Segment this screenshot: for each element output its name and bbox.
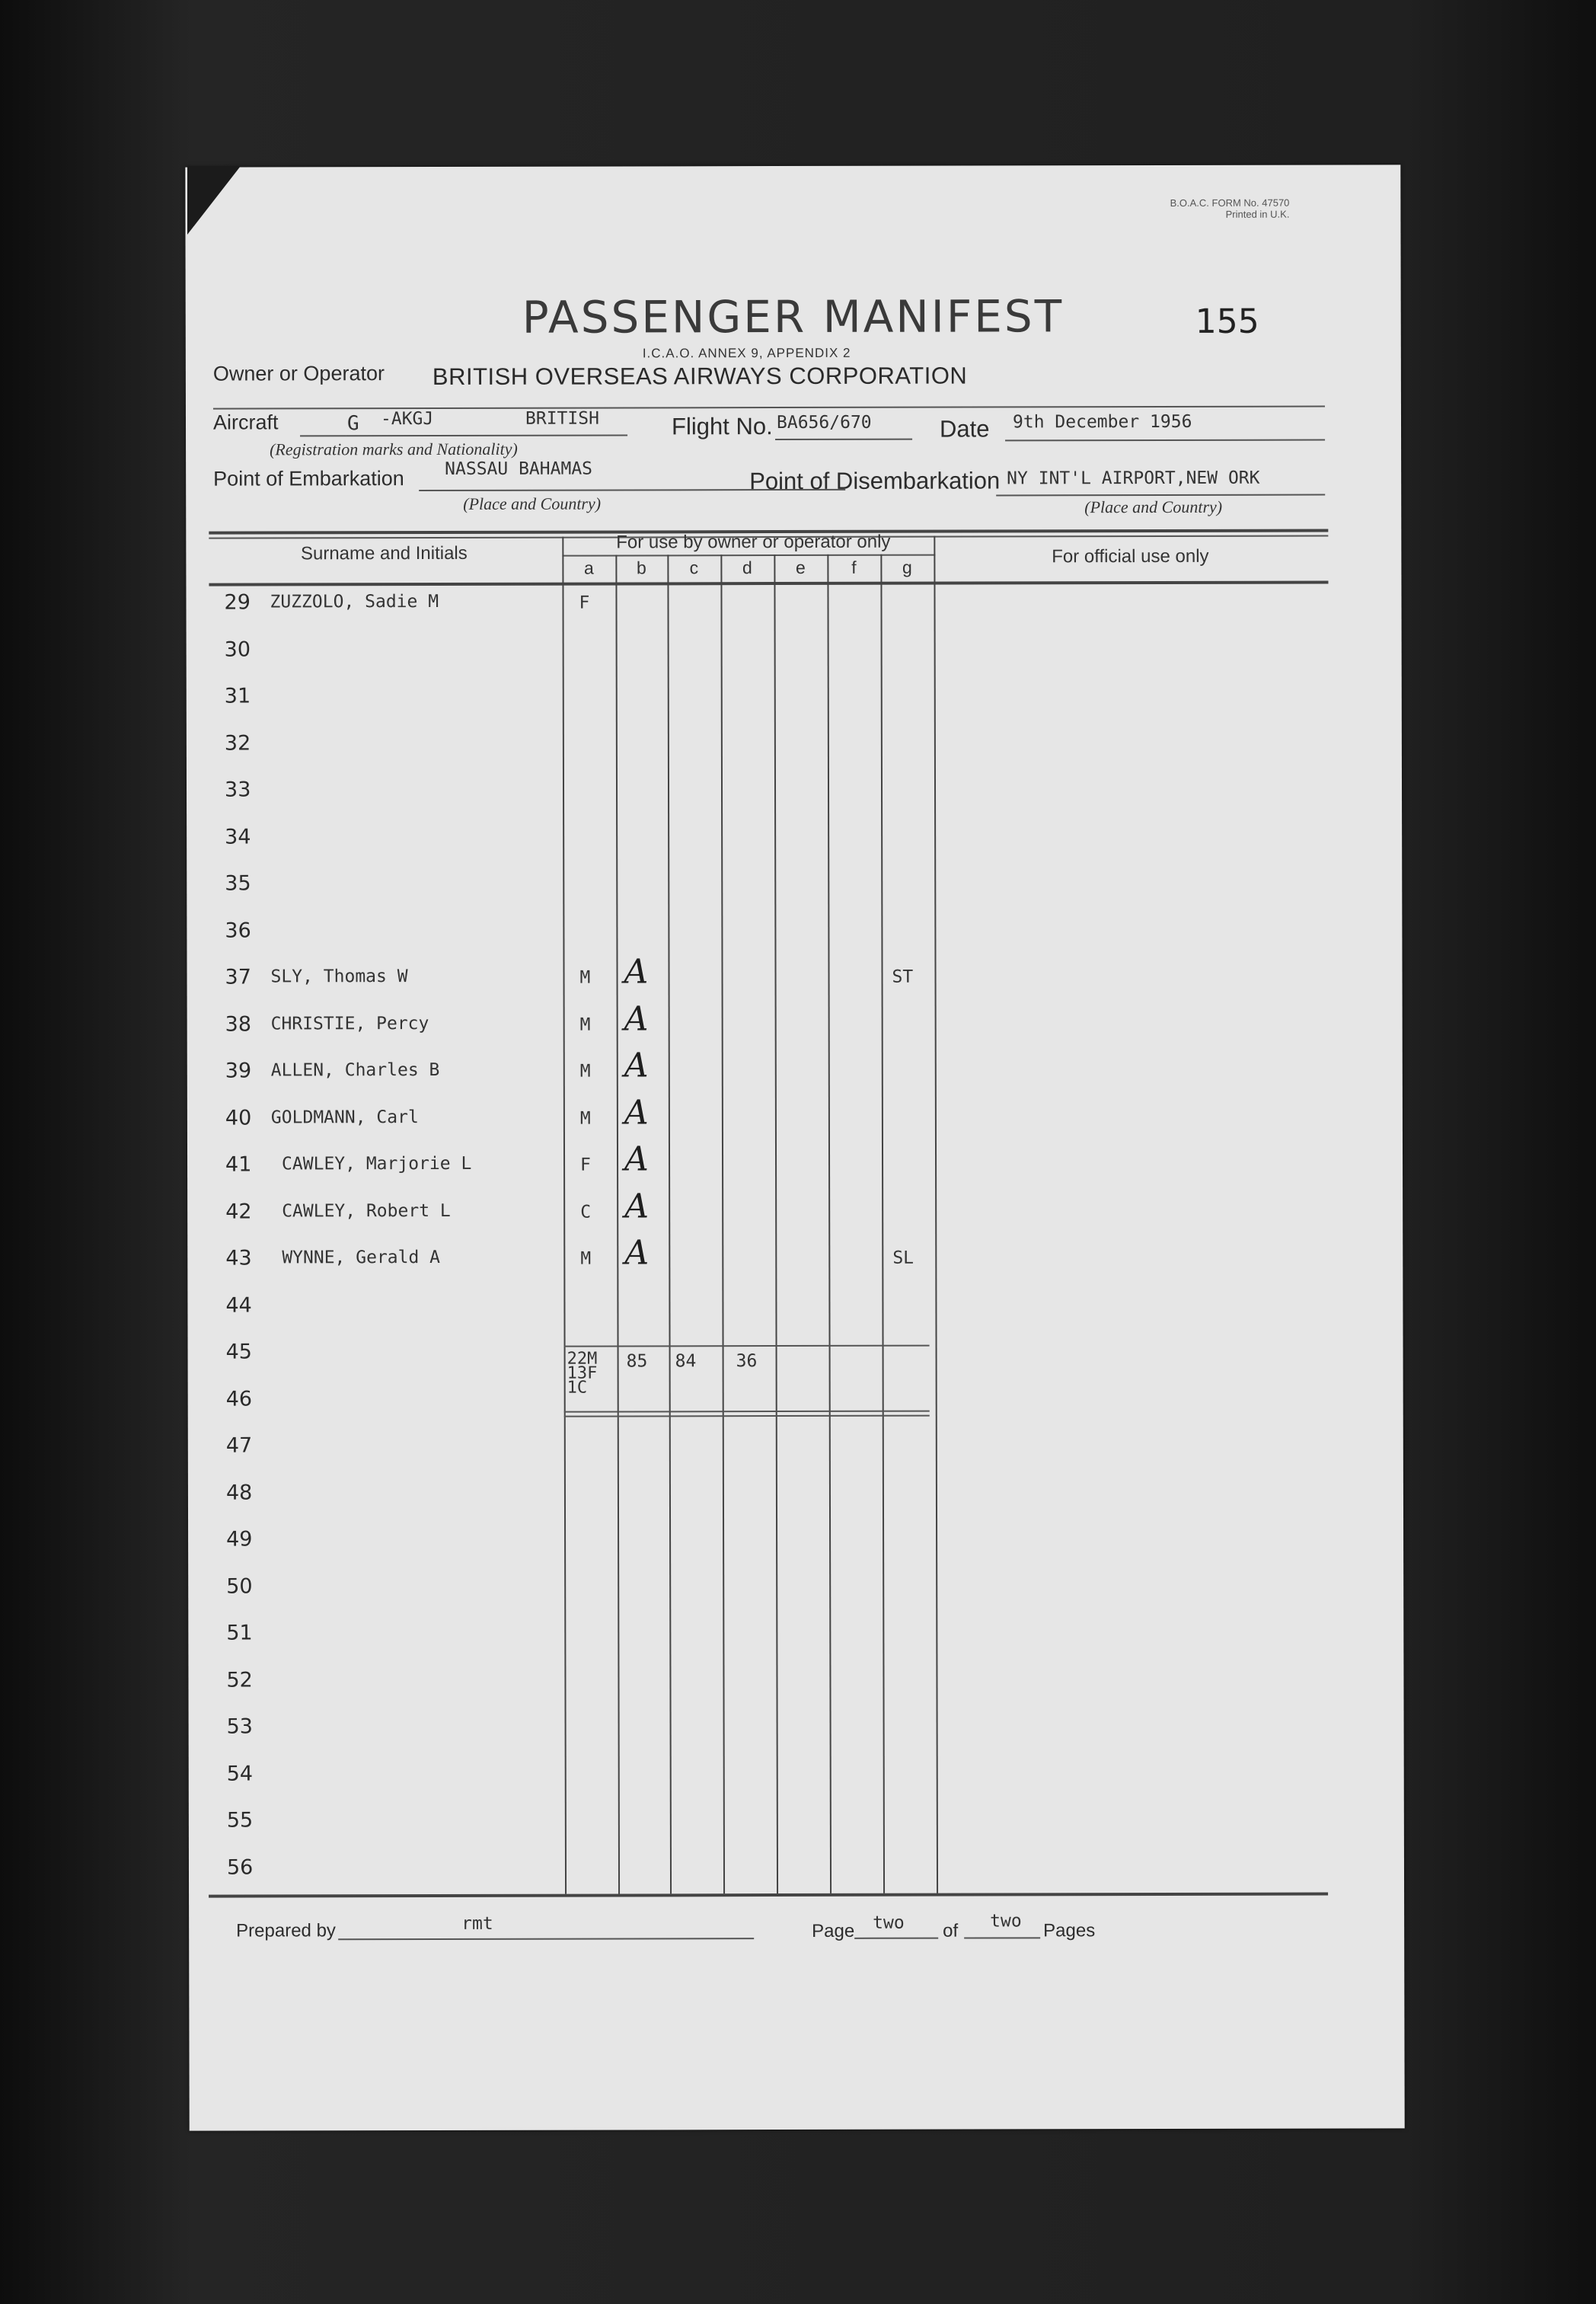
- column-letter-c: c: [689, 558, 699, 578]
- column-letter-g: g: [902, 557, 912, 577]
- embarkation-value: NASSAU BAHAMAS: [445, 459, 593, 479]
- row-number: 35: [225, 871, 251, 896]
- sex-code: M: [580, 1248, 592, 1269]
- column-divider: [934, 536, 938, 1893]
- prepared-by-value: rmt: [461, 1913, 493, 1934]
- row-number: 36: [225, 918, 251, 943]
- row-number: 51: [226, 1621, 253, 1645]
- aircraft-registration: -AKGJ: [380, 408, 434, 430]
- row-number: 37: [225, 965, 251, 989]
- aircraft-nationality: BRITISH: [525, 408, 599, 429]
- date-value: 9th December 1956: [1012, 411, 1192, 433]
- row-number: 46: [225, 1386, 253, 1411]
- sex-code: C: [580, 1202, 592, 1222]
- disembarkation-value: NY INT'L AIRPORT,NEW ORK: [1007, 468, 1260, 489]
- row-number: 38: [225, 1011, 252, 1037]
- sex-code: F: [580, 1155, 591, 1175]
- totals-col-d: 36: [736, 1351, 758, 1372]
- passenger-name: GOLDMANN, Carl: [270, 1107, 419, 1127]
- passenger-name: CHRISTIE, Percy: [270, 1013, 429, 1034]
- owner-value: BRITISH OVERSEAS AIRWAYS CORPORATION: [432, 362, 968, 390]
- row-number: 41: [225, 1152, 252, 1177]
- flight-label: Flight No.: [671, 413, 773, 440]
- totals-females: 13F: [567, 1363, 598, 1383]
- sex-code: M: [579, 1015, 591, 1035]
- row-number: 39: [225, 1059, 252, 1083]
- passenger-name: ALLEN, Charles B: [270, 1059, 440, 1081]
- pages-label: Pages: [1043, 1920, 1096, 1941]
- disembarkation-rule: [996, 494, 1325, 497]
- column-letter-b: b: [636, 558, 646, 578]
- column-official-header: For official use only: [1052, 545, 1209, 567]
- row-number: 56: [226, 1855, 254, 1880]
- column-divider: [720, 554, 725, 1893]
- column-letter-a: a: [583, 558, 594, 578]
- handwritten-mark-b: A: [624, 1139, 649, 1179]
- aircraft-label: Aircraft: [212, 411, 279, 434]
- column-letter-e: e: [795, 557, 806, 577]
- sex-code: M: [579, 967, 591, 988]
- column-surname-header: Surname and Initials: [300, 542, 468, 564]
- form-code: [1137, 197, 1289, 220]
- totals-bottom-rule-2: [564, 1415, 930, 1417]
- embarkation-note: (Place and Country): [463, 494, 602, 513]
- document-title: PASSENGER MANIFEST: [522, 290, 1065, 344]
- row-number: 55: [226, 1808, 254, 1833]
- totals-col-c: 84: [675, 1351, 697, 1372]
- handwritten-mark-b: A: [624, 1186, 649, 1225]
- row-number: 49: [226, 1527, 253, 1551]
- row-number: 53: [226, 1714, 253, 1739]
- row-number: 48: [225, 1480, 253, 1505]
- header-bottom-rule: [209, 581, 1328, 586]
- totals-bottom-rule: [564, 1411, 930, 1413]
- row-number: 40: [225, 1105, 252, 1130]
- owner-use-subrule: [562, 554, 935, 557]
- row-number: 52: [226, 1667, 253, 1692]
- row-number: 34: [225, 824, 251, 849]
- totals-children: 1C: [567, 1378, 588, 1398]
- passenger-name: ZUZZOLO, Sadie M: [270, 591, 439, 612]
- column-owner-use-header: For use by owner or operator only: [616, 531, 891, 553]
- page-value: two: [873, 1913, 905, 1933]
- torn-corner: [187, 166, 241, 235]
- column-divider: [615, 554, 620, 1893]
- row-number: 44: [225, 1293, 252, 1318]
- row-number: 54: [226, 1761, 254, 1786]
- column-divider: [880, 554, 885, 1893]
- sex-code: M: [579, 1061, 591, 1082]
- row-number: 43: [225, 1246, 252, 1270]
- disembarkation-note: (Place and Country): [1084, 497, 1223, 517]
- row-number: 50: [226, 1574, 253, 1599]
- totals-col-a: [567, 1349, 598, 1398]
- aircraft-rule: [346, 434, 627, 436]
- page-label: Page: [812, 1920, 855, 1941]
- date-rule: [1005, 439, 1325, 442]
- owner-label: Owner or Operator: [212, 362, 385, 385]
- column-divider: [774, 554, 778, 1893]
- handwritten-mark-b: A: [624, 999, 649, 1038]
- page-rule: [854, 1938, 938, 1939]
- row-number: 42: [225, 1199, 252, 1224]
- row-number: 33: [224, 778, 251, 802]
- row-number: 32: [224, 730, 251, 756]
- embarkation-label: Point of Embarkation: [213, 467, 404, 491]
- of-label: of: [943, 1920, 959, 1941]
- aircraft-blank: [300, 435, 346, 436]
- column-letter-d: d: [742, 558, 752, 578]
- column-divider: [667, 554, 672, 1893]
- printed-in-text: Printed in U.K.: [1225, 208, 1290, 220]
- passenger-name: SLY, Thomas W: [270, 967, 408, 987]
- passenger-name: CAWLEY, Marjorie L: [282, 1153, 472, 1174]
- row-number: 45: [225, 1340, 252, 1364]
- prepared-by-rule: [338, 1938, 754, 1940]
- totals-col-b: 85: [626, 1351, 648, 1372]
- flight-number: BA656/670: [776, 412, 872, 433]
- handwritten-mark-b: A: [624, 1233, 650, 1273]
- code-g: SL: [892, 1248, 915, 1268]
- manifest-sheet: [185, 165, 1404, 2130]
- aircraft-note: (Registration marks and Nationality): [270, 439, 518, 459]
- form-code-text: B.O.A.C. FORM No. 47570: [1170, 197, 1290, 209]
- sex-code: M: [579, 1108, 591, 1129]
- totals-males: 22M: [567, 1349, 598, 1369]
- column-letter-f: f: [851, 557, 857, 577]
- row-number: 47: [225, 1433, 253, 1458]
- prepared-by-label: Prepared by: [236, 1920, 336, 1941]
- of-value: two: [990, 1911, 1022, 1932]
- passenger-name: WYNNE, Gerald A: [282, 1247, 441, 1268]
- of-rule: [964, 1937, 1040, 1938]
- aircraft-reg-prefix: G: [346, 412, 359, 436]
- flight-rule: [775, 439, 912, 440]
- row-number: 31: [224, 684, 251, 708]
- handwritten-mark-b: A: [624, 1092, 649, 1132]
- owner-rule: [213, 406, 1325, 410]
- totals-top-rule: [564, 1345, 930, 1347]
- document-subtitle: I.C.A.O. ANNEX 9, APPENDIX 2: [642, 345, 851, 361]
- page-stamp-number: 155: [1195, 302, 1259, 341]
- sex-code: F: [579, 593, 590, 613]
- code-g: ST: [892, 967, 914, 987]
- disembarkation-label: Point of Disembarkation: [749, 467, 1001, 495]
- handwritten-mark-b: A: [624, 1046, 649, 1085]
- handwritten-mark-b: A: [624, 952, 649, 992]
- passenger-name: CAWLEY, Robert L: [282, 1200, 451, 1221]
- date-label: Date: [939, 415, 990, 443]
- column-divider: [562, 537, 567, 1894]
- column-divider: [827, 554, 832, 1893]
- row-number: 29: [224, 590, 251, 615]
- row-number: 30: [224, 637, 251, 662]
- table-bottom-rule: [209, 1893, 1328, 1898]
